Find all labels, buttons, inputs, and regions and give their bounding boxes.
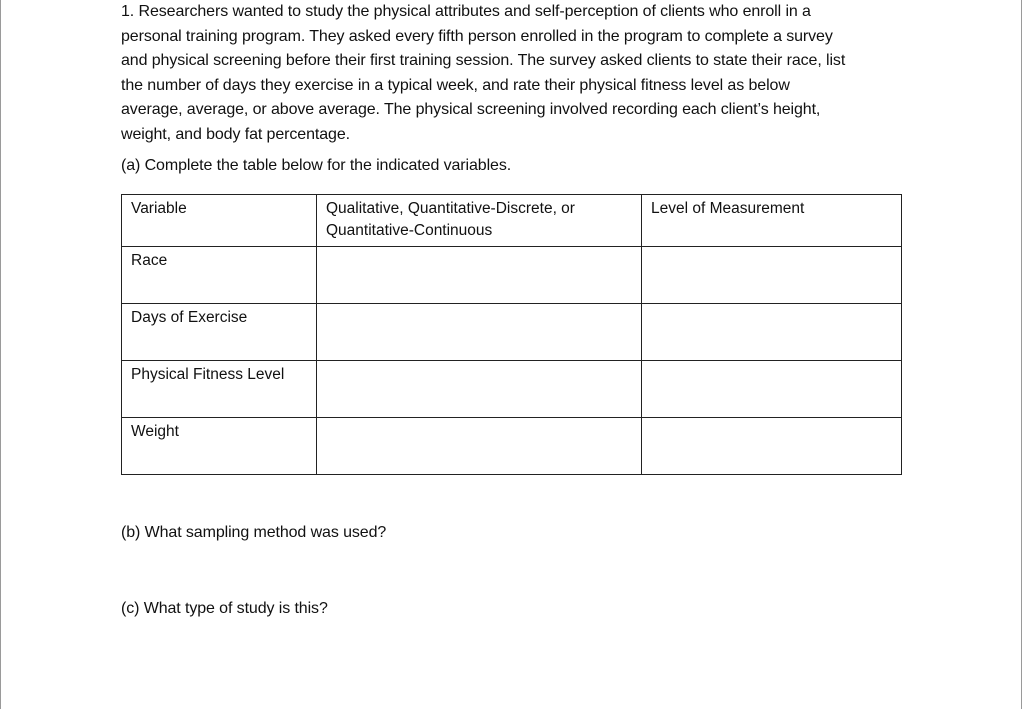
level-answer-cell[interactable] <box>642 418 902 475</box>
question-line: the number of days they exercise in a typical week, and rate their physical fitness level as below <box>121 76 790 94</box>
part-a-prompt: (a) Complete the table below for the indicated variables. <box>121 157 512 174</box>
level-answer-cell[interactable] <box>642 304 902 361</box>
question-line: and physical screening before their first training session. The survey asked clients to state their race, list <box>121 52 846 70</box>
level-answer-cell[interactable] <box>642 361 902 418</box>
type-answer-cell[interactable] <box>317 247 642 304</box>
variable-cell: Days of Exercise <box>122 304 317 361</box>
question-text <box>121 0 921 148</box>
header-variable: Variable <box>122 195 317 247</box>
part-c-prompt: (c) What type of study is this? <box>121 600 328 617</box>
type-answer-cell[interactable] <box>317 304 642 361</box>
question-block <box>121 0 921 148</box>
header-level: Level of Measurement <box>642 195 902 247</box>
variable-cell: Physical Fitness Level <box>122 361 317 418</box>
question-line: 1. Researchers wanted to study the physical attributes and self-perception of clients who enroll in a <box>121 3 811 20</box>
level-answer-cell[interactable] <box>642 247 902 304</box>
table-header-row <box>122 195 902 247</box>
header-type: Qualitative, Quantitative-Discrete, or Quantitative-Continuous <box>317 195 642 247</box>
variable-cell: Weight <box>122 418 317 475</box>
question-line: personal training program. They asked every fifth person enrolled in the program to complete a survey <box>121 27 833 45</box>
variable-cell: Race <box>122 247 317 304</box>
table-row <box>122 361 902 418</box>
variables-table <box>121 194 902 475</box>
question-line: weight, and body fat percentage. <box>121 125 350 143</box>
type-answer-cell[interactable] <box>317 361 642 418</box>
table-row <box>122 247 902 304</box>
type-answer-cell[interactable] <box>317 418 642 475</box>
table-row <box>122 304 902 361</box>
part-b-prompt: (b) What sampling method was used? <box>121 524 387 541</box>
table-row <box>122 418 902 475</box>
question-line: average, average, or above average. The physical screening involved recording each client’s height, <box>121 101 821 119</box>
